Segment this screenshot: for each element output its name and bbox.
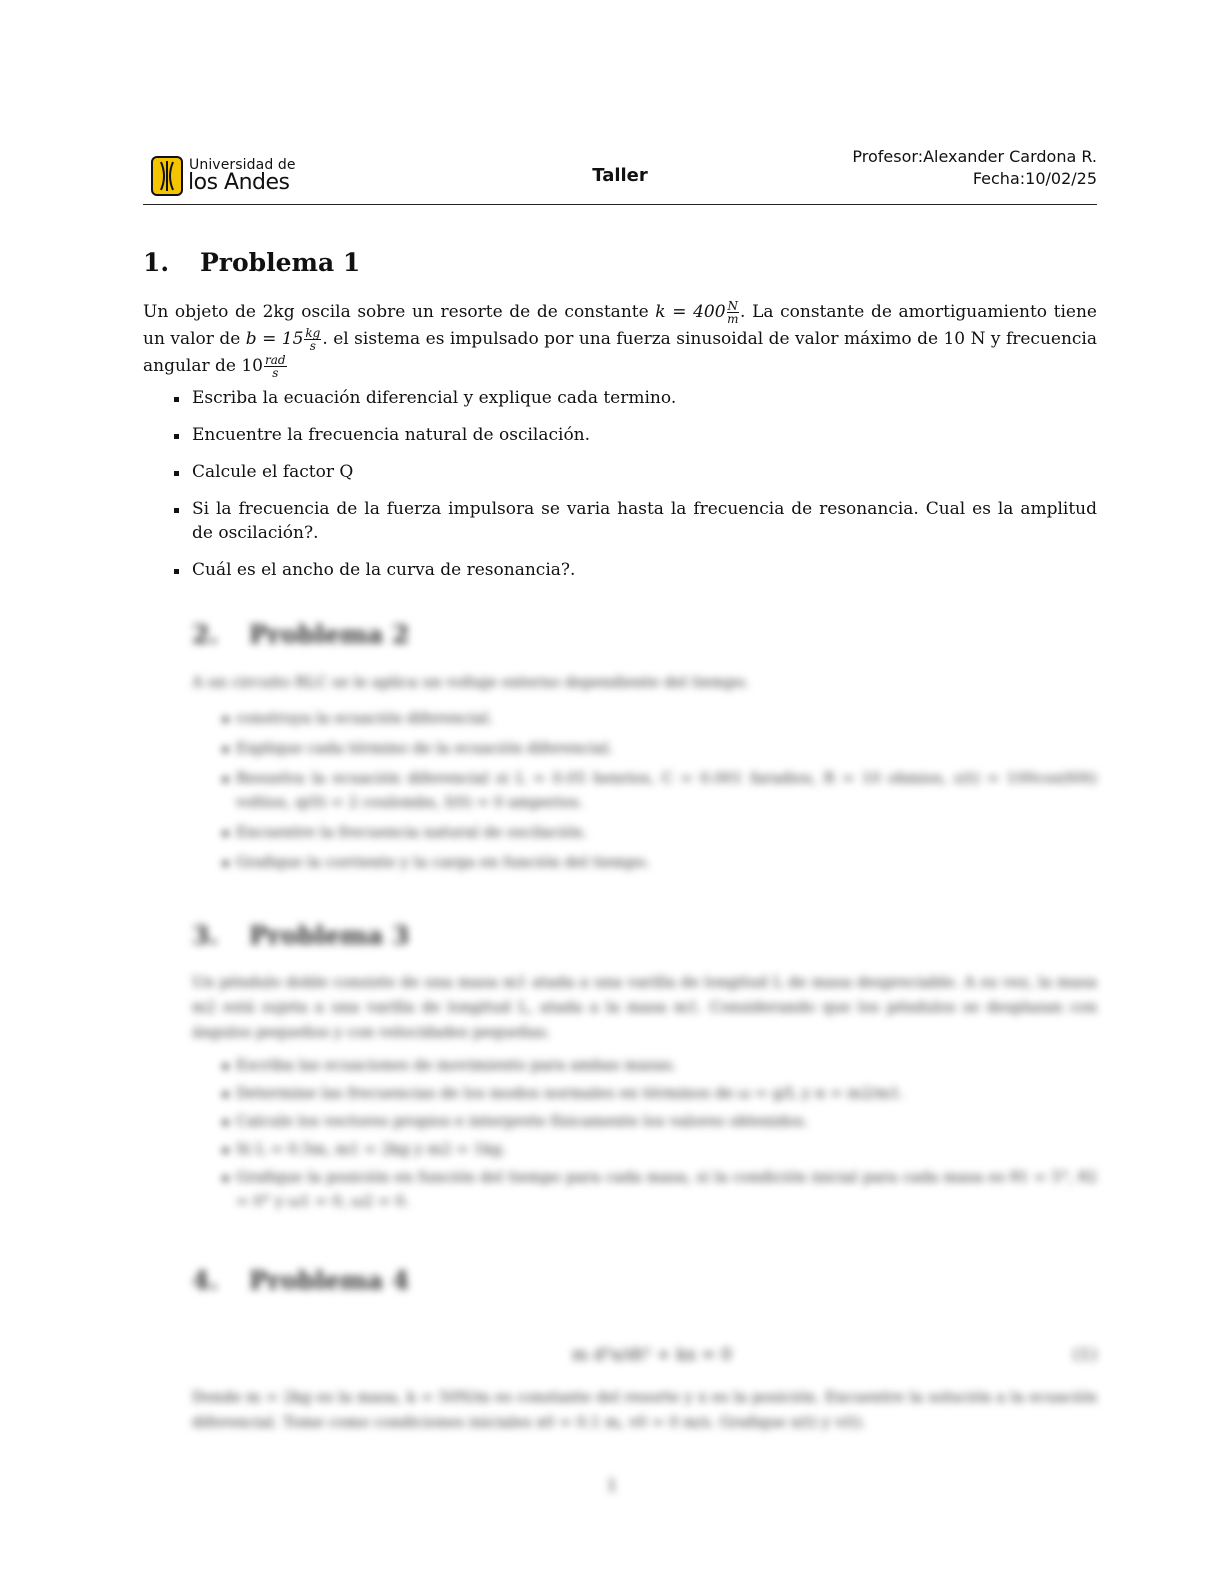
list-item: Calcule los vectores propios e interprete físicamente los valores obtenidos. [192, 1109, 1097, 1133]
list-item: Resuelva la ecuación diferencial si L = 0.05 henrios, C = 0.001 faradios, R = 10 ohmios, ε(t) = 100cos(60t) voltios, q(0) = 2 coulombs, I(0) = 0 amperios. [192, 766, 1097, 814]
section-number: 3. [192, 921, 219, 950]
task-list [192, 706, 1097, 874]
problem-statement [143, 299, 1097, 380]
statement-text: . el sistema es impulsado por una fuerza sinusoidal de valor máximo de 10 N y frecuencia angular de 10 [143, 329, 1097, 376]
equation-block [192, 1337, 1097, 1377]
header-divider [143, 204, 1097, 205]
fraction-rad-s [264, 354, 287, 379]
list-item: Encuentre la frecuencia natural de oscilación. [192, 820, 1097, 844]
logo-text-line2: los Andes [188, 170, 290, 195]
section-problem-3 [192, 921, 1097, 1213]
list-item: Encuentre la frecuencia natural de oscilación. [143, 423, 1097, 447]
list-item: construya la ecuación diferencial. [192, 706, 1097, 730]
section-number: 1. [143, 248, 170, 277]
section-problem-2 [192, 620, 1097, 874]
frac-denominator: s [272, 366, 279, 380]
document-type: Taller [592, 165, 648, 186]
frac-denominator: m [727, 312, 739, 326]
frac-denominator: s [309, 339, 316, 353]
problem-statement: A un circuito RLC se le aplica un voltaje externo dependiente del tiempo. [192, 673, 750, 691]
page-number: 1 [606, 1476, 618, 1496]
section-title-text: Problema 3 [249, 921, 410, 950]
section-problem-1 [143, 248, 1097, 582]
professor-name: Profesor:Alexander Cardona R. [852, 147, 1097, 166]
b-value: b = 15 [245, 329, 304, 349]
list-item: Escriba la ecuación diferencial y explique cada termino. [143, 386, 1097, 410]
statement-text: . La constante de amortiguamiento tiene un valor de [143, 302, 1097, 349]
statement-text: Un objeto de 2kg oscila sobre un resorte de de constante [143, 302, 656, 322]
list-item: Grafique la corriente y la carga en función del tiempo. [192, 850, 1097, 874]
section-title [192, 921, 1097, 950]
task-list [143, 386, 1097, 582]
logo-text-line1: Universidad de [189, 157, 296, 173]
list-item: Explique cada término de la ecuación diferencial. [192, 736, 1097, 760]
section-title [143, 248, 1097, 277]
section-title [192, 620, 1097, 649]
problem-statement: Un péndulo doble consiste de una masa m1 atada a una varilla de longitud L de masa despreciable. A su vez, la masa m2 está sujeta a una varilla de longitud L, atada a la masa m1. Considerando que los péndulos se desplazan con ángulos pequeños y con velocidades pequeñas. [192, 973, 1097, 1041]
fraction-kg-s [304, 327, 321, 352]
section-number: 2. [192, 620, 219, 649]
list-item: Si L = 0.5m, m1 = 2kg y m2 = 1kg. [192, 1137, 1097, 1161]
section-number: 4. [192, 1266, 219, 1295]
frac-numerator: N [727, 299, 739, 313]
task-list [192, 1053, 1097, 1213]
list-item: Escriba las ecuaciones de movimiento para ambas masas. [192, 1053, 1097, 1077]
list-item: Calcule el factor Q [143, 460, 1097, 484]
equation: m d²x/dt² + kx = 0 [572, 1345, 732, 1365]
section-title-text: Problema 4 [249, 1266, 410, 1295]
fraction-n-m [727, 300, 740, 325]
section-title-text: Problema 2 [249, 620, 410, 649]
section-title-text: Problema 1 [200, 248, 361, 277]
section-problem-4 [192, 1266, 1097, 1435]
header-info [852, 146, 1097, 190]
section-title [192, 1266, 1097, 1295]
list-item: Determine las frecuencias de los modos normales en términos de ω = g/L y α = m2/m1. [192, 1081, 1097, 1105]
date: Fecha:10/02/25 [972, 169, 1097, 188]
page-header [143, 140, 1097, 205]
k-value: k = 400 [655, 302, 726, 322]
frac-numerator: rad [265, 353, 286, 367]
list-item: Si la frecuencia de la fuerza impulsora se varia hasta la frecuencia de resonancia. Cual es la amplitud de oscilación?. [143, 497, 1097, 545]
problem-statement: Donde m = 2kg es la masa, k = 50N/m es constante del resorte y x es la posición. Encuentre la solución a la ecuación diferencial. Tome como condiciones iniciales x0 = 0.1 m, v0 = 0 m/s. Grafique x(t) y v(t). [192, 1388, 1097, 1431]
frac-numerator: kg [305, 326, 321, 340]
list-item: Grafique la posición en función del tiempo para cada masa, si la condición inicial para cada masa es θ1 = 5°, θ2 = 0° y ω1 = 0, ω2 = 0. [192, 1165, 1097, 1213]
list-item: Cuál es el ancho de la curva de resonancia?. [143, 558, 1097, 582]
equation-number: (1) [1072, 1345, 1097, 1365]
